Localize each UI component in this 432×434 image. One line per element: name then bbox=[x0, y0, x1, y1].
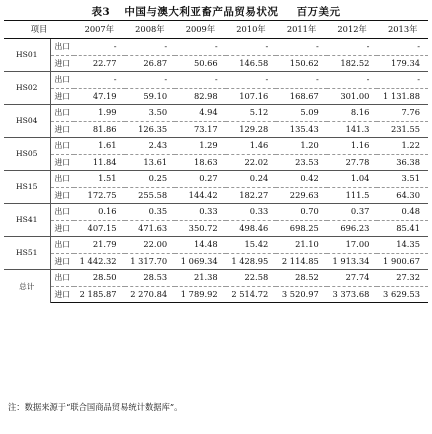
header-row bbox=[4, 21, 428, 39]
header-year: 2011年 bbox=[276, 21, 327, 39]
export-value: 0.24 bbox=[226, 171, 277, 188]
import-value: 498.46 bbox=[226, 220, 277, 237]
hs-code: HS05 bbox=[4, 138, 50, 171]
import-value: 2 514.72 bbox=[226, 286, 277, 303]
import-value: 168.67 bbox=[276, 88, 327, 105]
export-value: 27.74 bbox=[327, 270, 378, 287]
import-value: 144.42 bbox=[175, 187, 226, 204]
flow-label-import: 进口 bbox=[50, 220, 74, 237]
flow-label-import: 进口 bbox=[50, 154, 74, 171]
import-value: 82.98 bbox=[175, 88, 226, 105]
export-value: 14.35 bbox=[377, 237, 428, 254]
export-value: 3.50 bbox=[125, 105, 176, 122]
export-value: 5.09 bbox=[276, 105, 327, 122]
flow-label-export: 出口 bbox=[50, 237, 74, 254]
export-value: 1.99 bbox=[74, 105, 125, 122]
table-body bbox=[4, 39, 428, 303]
export-value: 1.20 bbox=[276, 138, 327, 155]
flow-label-export: 出口 bbox=[54, 42, 71, 51]
export-value: - bbox=[265, 41, 269, 51]
import-value: 36.38 bbox=[377, 154, 428, 171]
export-value: 0.16 bbox=[74, 204, 125, 221]
export-value: 1.61 bbox=[74, 138, 125, 155]
export-value: 1.51 bbox=[74, 171, 125, 188]
hs-code: HS02 bbox=[4, 72, 50, 105]
export-value: 22.58 bbox=[226, 270, 277, 287]
export-value: 28.50 bbox=[74, 270, 125, 287]
table-title bbox=[0, 4, 432, 19]
flow-label-export: 出口 bbox=[50, 105, 74, 122]
hs-code: 总计 bbox=[4, 270, 50, 303]
import-value: 23.53 bbox=[276, 154, 327, 171]
table-note: 注：数据来源于“联合国商品贸易统计数据库”。 bbox=[8, 402, 183, 412]
hs-code: HS51 bbox=[4, 237, 50, 270]
import-value: 2 270.84 bbox=[125, 286, 176, 303]
table-row-import bbox=[4, 286, 428, 303]
import-value: 301.00 bbox=[327, 88, 378, 105]
table-row-export bbox=[4, 105, 428, 122]
flow-label-export: 出口 bbox=[50, 204, 74, 221]
import-value: 85.41 bbox=[377, 220, 428, 237]
import-value: 126.35 bbox=[125, 121, 176, 138]
import-value: 13.61 bbox=[125, 154, 176, 171]
import-value: 182.52 bbox=[327, 55, 378, 72]
import-value: 696.23 bbox=[327, 220, 378, 237]
import-value: 59.10 bbox=[125, 88, 176, 105]
import-value: 47.19 bbox=[74, 88, 125, 105]
import-value: 471.63 bbox=[125, 220, 176, 237]
flow-label-export: 出口 bbox=[50, 72, 74, 89]
header-year: 2013年 bbox=[377, 21, 428, 39]
header-year: 2012年 bbox=[327, 21, 378, 39]
import-value: 11.84 bbox=[74, 154, 125, 171]
import-value: 229.63 bbox=[276, 187, 327, 204]
flow-label-import: 进口 bbox=[50, 88, 74, 105]
import-value: 231.55 bbox=[377, 121, 428, 138]
import-value: 1 900.67 bbox=[377, 253, 428, 270]
import-value: 146.58 bbox=[226, 55, 277, 72]
export-value: 2.43 bbox=[125, 138, 176, 155]
flow-label-import: 进口 bbox=[50, 253, 74, 270]
export-value: 1.22 bbox=[377, 138, 428, 155]
export-value: 21.79 bbox=[74, 237, 125, 254]
export-value: 5.12 bbox=[226, 105, 277, 122]
header-year: 2007年 bbox=[74, 21, 125, 39]
export-value: - bbox=[164, 41, 168, 51]
flow-label-import: 进口 bbox=[50, 286, 74, 303]
export-value: 1.29 bbox=[175, 138, 226, 155]
table-row-export bbox=[4, 138, 428, 155]
table-row-import bbox=[4, 220, 428, 237]
import-value: 22.77 bbox=[74, 55, 125, 72]
import-value: 111.5 bbox=[327, 187, 378, 204]
export-value: - bbox=[417, 41, 420, 51]
import-value: 1 428.95 bbox=[226, 253, 277, 270]
table-row-import bbox=[4, 253, 428, 270]
table-row-import bbox=[4, 88, 428, 105]
flow-label-import: 进口 bbox=[50, 55, 74, 72]
import-value: 698.25 bbox=[276, 220, 327, 237]
import-value: 73.17 bbox=[175, 121, 226, 138]
header-year: 2009年 bbox=[175, 21, 226, 39]
flow-label-export: 出口 bbox=[50, 270, 74, 287]
export-value: - bbox=[316, 41, 319, 51]
import-value: 107.16 bbox=[226, 88, 277, 105]
export-value: 17.00 bbox=[327, 237, 378, 254]
export-value: 0.42 bbox=[276, 171, 327, 188]
export-value: - bbox=[327, 72, 378, 89]
table-row-export bbox=[4, 270, 428, 287]
import-value: 1 069.34 bbox=[175, 253, 226, 270]
export-value: - bbox=[113, 41, 117, 51]
export-value: 28.52 bbox=[276, 270, 327, 287]
export-value: 21.10 bbox=[276, 237, 327, 254]
export-value: - bbox=[226, 72, 277, 89]
hs-code: HS04 bbox=[4, 105, 50, 138]
import-value: 64.30 bbox=[377, 187, 428, 204]
export-value: 27.32 bbox=[377, 270, 428, 287]
export-value: 0.27 bbox=[175, 171, 226, 188]
import-value: 3 373.68 bbox=[327, 286, 378, 303]
export-value: - bbox=[175, 72, 226, 89]
export-value: 0.33 bbox=[226, 204, 277, 221]
export-value: 3.51 bbox=[377, 171, 428, 188]
table-unit: 百万美元 bbox=[296, 6, 341, 18]
export-value: 21.38 bbox=[175, 270, 226, 287]
table-row-export bbox=[4, 171, 428, 188]
export-value: - bbox=[366, 41, 370, 51]
export-value: 14.48 bbox=[175, 237, 226, 254]
table-row-export bbox=[4, 204, 428, 221]
import-value: 1 442.32 bbox=[74, 253, 125, 270]
import-value: 26.87 bbox=[125, 55, 176, 72]
header-year: 2008年 bbox=[125, 21, 176, 39]
export-value: 1.46 bbox=[226, 138, 277, 155]
export-value: 0.37 bbox=[327, 204, 378, 221]
export-value: 22.00 bbox=[125, 237, 176, 254]
table-caption: 中国与澳大利亚畜产品贸易状况 bbox=[124, 6, 279, 18]
import-value: 1 789.92 bbox=[175, 286, 226, 303]
export-value: 4.94 bbox=[175, 105, 226, 122]
import-value: 407.15 bbox=[74, 220, 125, 237]
export-value: 15.42 bbox=[226, 237, 277, 254]
table-row-import bbox=[4, 55, 428, 72]
flow-label-import: 进口 bbox=[50, 121, 74, 138]
import-value: 2 185.87 bbox=[74, 286, 125, 303]
flow-label-import: 进口 bbox=[50, 187, 74, 204]
export-value: - bbox=[276, 72, 327, 89]
import-value: 350.72 bbox=[175, 220, 226, 237]
import-value: 81.86 bbox=[74, 121, 125, 138]
table-row-import bbox=[4, 121, 428, 138]
hs-code: HS41 bbox=[4, 204, 50, 237]
table-row-import bbox=[4, 187, 428, 204]
import-value: 141.3 bbox=[327, 121, 378, 138]
export-value: - bbox=[377, 72, 428, 89]
hs-code: HS01 bbox=[4, 39, 50, 72]
export-value: - bbox=[125, 72, 176, 89]
import-value: 1 913.34 bbox=[327, 253, 378, 270]
export-value: 7.76 bbox=[377, 105, 428, 122]
export-value: - bbox=[214, 41, 218, 51]
export-value: 0.35 bbox=[125, 204, 176, 221]
export-value: 1.04 bbox=[327, 171, 378, 188]
table-row-import bbox=[4, 154, 428, 171]
import-value: 3 520.97 bbox=[276, 286, 327, 303]
import-value: 1 131.88 bbox=[377, 88, 428, 105]
export-value: 28.53 bbox=[125, 270, 176, 287]
import-value: 1 317.70 bbox=[125, 253, 176, 270]
table-row-export bbox=[4, 39, 428, 56]
export-value: 0.25 bbox=[125, 171, 176, 188]
hs-code: HS15 bbox=[4, 171, 50, 204]
import-value: 50.66 bbox=[175, 55, 226, 72]
import-value: 150.62 bbox=[276, 55, 327, 72]
import-value: 129.28 bbox=[226, 121, 277, 138]
import-value: 27.78 bbox=[327, 154, 378, 171]
table-row-export bbox=[4, 72, 428, 89]
import-value: 255.58 bbox=[125, 187, 176, 204]
header-item: 项目 bbox=[4, 21, 74, 39]
import-value: 3 629.53 bbox=[377, 286, 428, 303]
export-value: - bbox=[74, 72, 125, 89]
flow-label-export: 出口 bbox=[50, 138, 74, 155]
import-value: 179.34 bbox=[377, 55, 428, 72]
export-value: 8.16 bbox=[327, 105, 378, 122]
export-value: 0.48 bbox=[377, 204, 428, 221]
header-year: 2010年 bbox=[226, 21, 277, 39]
table-row-export bbox=[4, 237, 428, 254]
export-value: 0.33 bbox=[175, 204, 226, 221]
import-value: 135.43 bbox=[276, 121, 327, 138]
export-value: 1.16 bbox=[327, 138, 378, 155]
flow-label-export: 出口 bbox=[50, 171, 74, 188]
import-value: 182.27 bbox=[226, 187, 277, 204]
import-value: 22.02 bbox=[226, 154, 277, 171]
export-value: 0.70 bbox=[276, 204, 327, 221]
import-value: 172.75 bbox=[74, 187, 125, 204]
table-number: 表3 bbox=[91, 6, 111, 18]
trade-table bbox=[4, 20, 428, 303]
import-value: 2 114.85 bbox=[276, 253, 327, 270]
import-value: 18.63 bbox=[175, 154, 226, 171]
